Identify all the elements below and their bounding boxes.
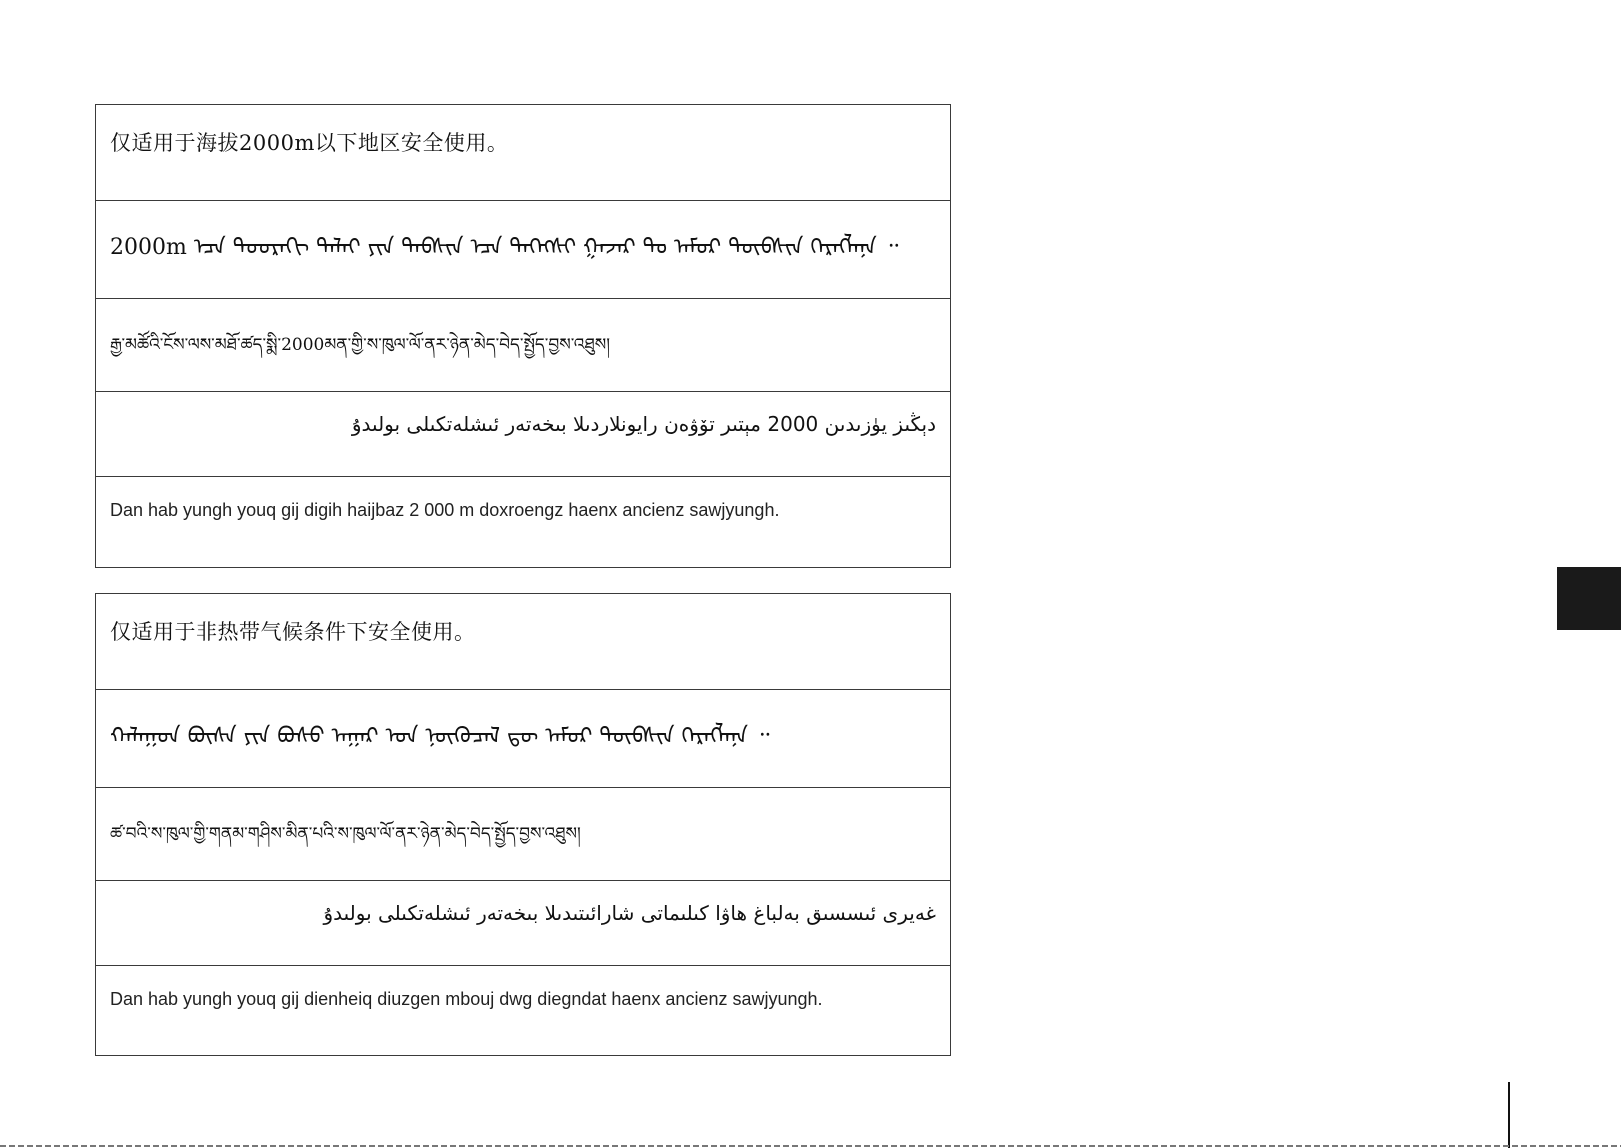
page-edge-rule [1508, 1082, 1510, 1148]
row-chinese [96, 105, 950, 201]
altitude-text-uyghur: دېڭىز يۈزىدىن 2000 مېتىر تۆۋەن رايونلاردىلا بىخەتەر ئىشلەتكىلى بولىدۇ [351, 412, 936, 436]
altitude-warning-box [95, 104, 951, 568]
altitude-text-chinese: 仅适用于海拔2000m以下地区安全使用。 [110, 131, 509, 155]
row-tibetan [96, 299, 950, 392]
climate-text-chinese: 仅适用于非热带气候条件下安全使用。 [110, 620, 476, 644]
climate-warning-box [95, 593, 951, 1056]
climate-text-uyghur: غەيرى ئىسسىق بەلباغ ھاۋا كىلىماتى شارائىتىدىلا بىخەتەر ئىشلەتكىلى بولىدۇ [323, 901, 936, 925]
climate-text-tibetan: ཚ་བའི་ས་ཁུལ་གྱི་གནམ་གཤིས་མིན་པའི་ས་ཁུལ་ལོ་ནར་ཉེན་མེད་བེད་སྤྱོད་བྱས་འཐུས། [110, 824, 581, 844]
row-uyghur [96, 392, 950, 477]
bottom-dashed-border [0, 1145, 1621, 1147]
row-tibetan [96, 788, 950, 881]
row-uyghur [96, 881, 950, 966]
row-zhuang [96, 966, 950, 1056]
row-zhuang [96, 477, 950, 567]
climate-text-zhuang: Dan hab yungh youq gij dienheiq diuzgen mbouj dwg diegndat haenx ancienz sawjyungh. [110, 989, 823, 1009]
climate-text-mongolian: ᠬᠠᠯᠠᠭᠤᠨ ᠪᠦᠰᠡ ᠶᠢᠨ ᠪᠤᠰᠤ ᠠᠭᠠᠷ ᠤᠨ ᠨᠥᠬᠦᠴᠡᠯ ᠳᠦ ᠠᠮᠤᠷ ᠲᠦᠪᠰᠢᠨ ᠬᠡᠷᠡᠭᠯᠡᠨᠡ ᠃ [110, 724, 770, 749]
section-tab-marker [1557, 567, 1621, 630]
altitude-text-mongolian: 2000m ᠡᠴᠡ ᠳᠣᠣᠷᠠᠬᠢ ᠳᠠᠯᠠᠢ ᠶᠢᠨ ᠲᠡᠪᠰᠢᠨ ᠡᠴᠡ ᠳᠡᠭᠡᠭᠰᠢ ᠭᠠᠵᠠᠷ ᠲᠤ ᠠᠮᠤᠷ ᠲᠦᠪᠰᠢᠨ ᠬᠡᠷᠡᠭᠯᠡᠨᠡ ᠃ [110, 235, 899, 260]
row-chinese [96, 594, 950, 690]
row-mongolian [96, 201, 950, 299]
altitude-text-zhuang: Dan hab yungh youq gij digih haijbaz 2 000 m doxroengz haenx ancienz sawjyungh. [110, 500, 780, 520]
altitude-text-tibetan: རྒྱ་མཚོའི་ངོས་ལས་མཐོ་ཚད་སྨི་2000མན་གྱི་ས་ཁུལ་ལོ་ནར་ཉེན་མེད་བེད་སྤྱོད་བྱས་འཐུས། [110, 335, 611, 355]
row-mongolian [96, 690, 950, 788]
